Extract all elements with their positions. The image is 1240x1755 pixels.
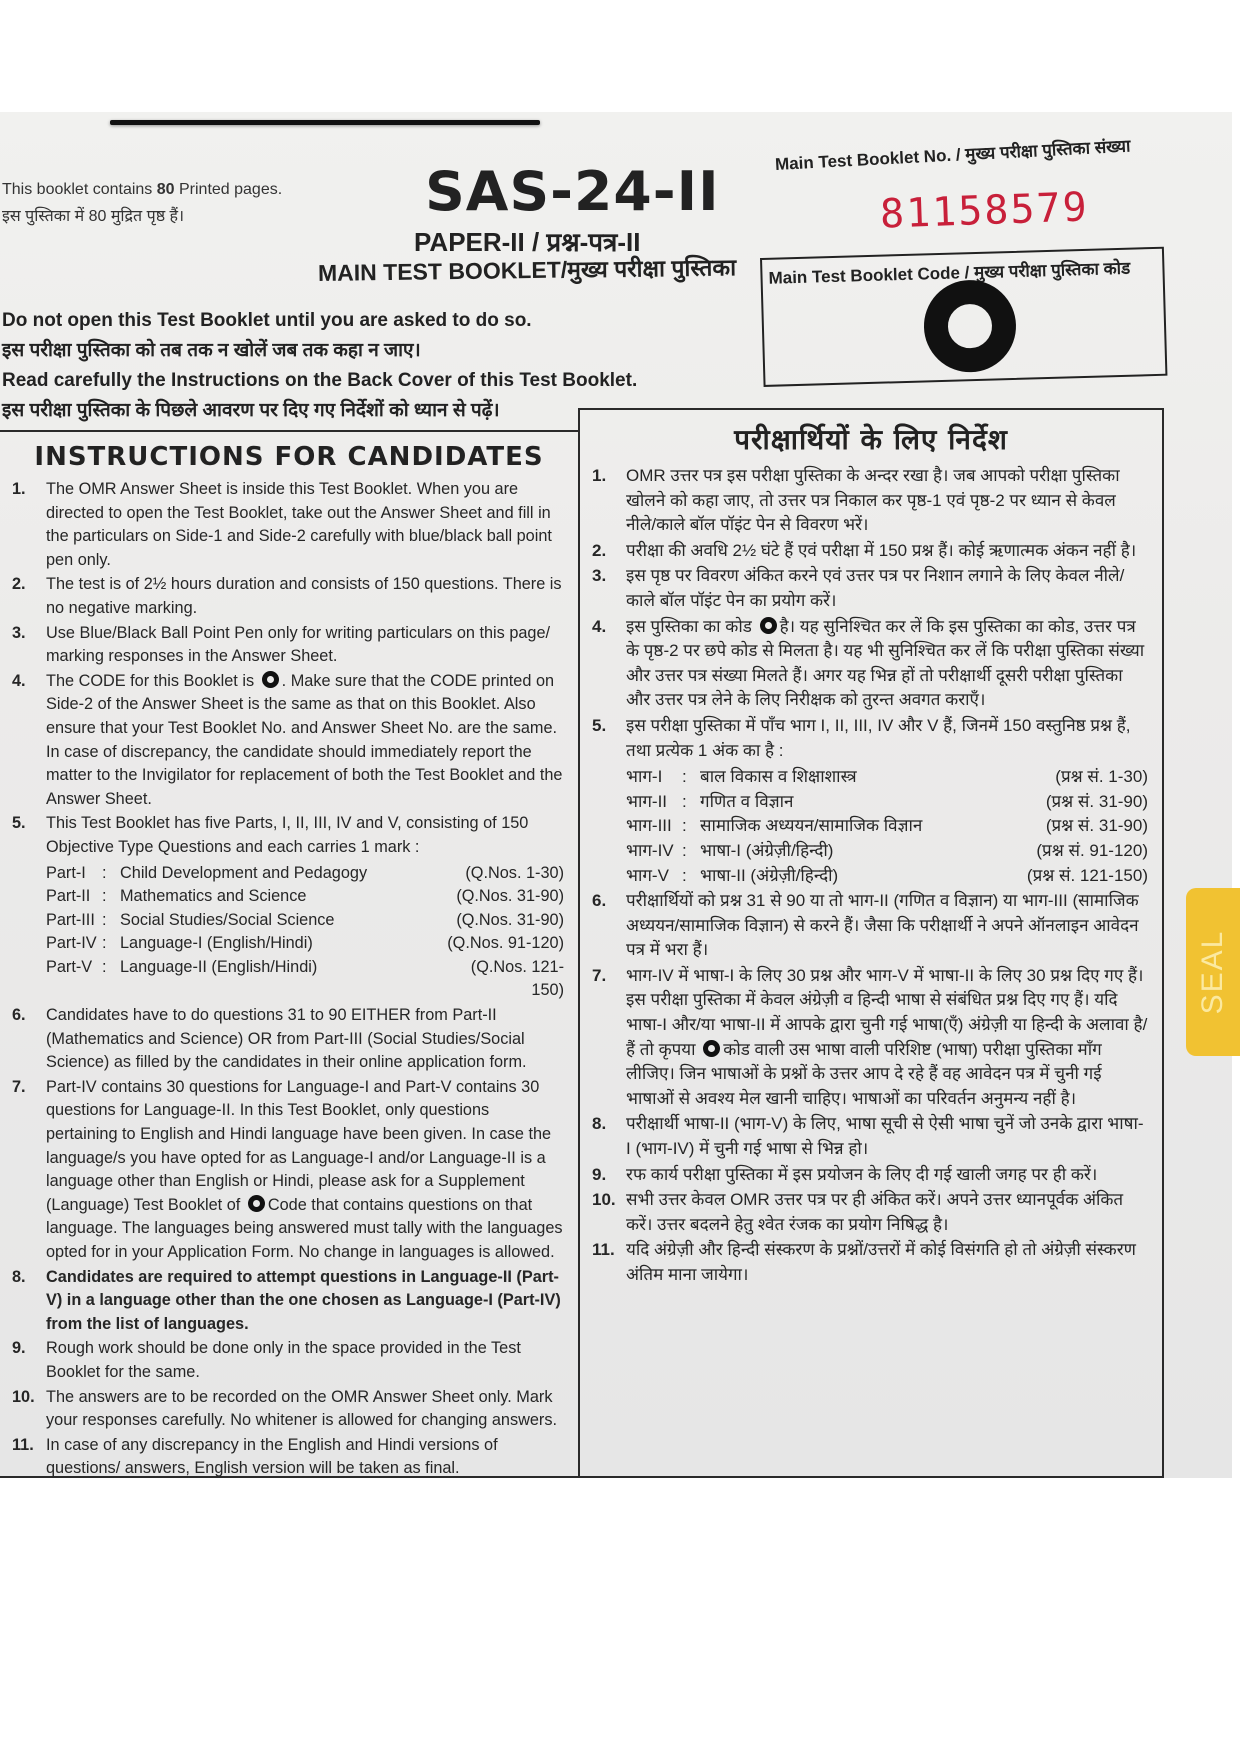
instruction-item: 9. रफ कार्य परीक्षा पुस्तिका में इस प्रयोजन के लिए दी गई खाली जगह पर ही करें। [592,1164,1098,1184]
page-count-en: This booklet contains 80 Printed pages. [2,181,283,198]
parts-table [626,765,1148,888]
part-row: भाग-III : सामाजिक अध्ययन/सामाजिक विज्ञान (प्रश्न सं. 31-90) [626,816,1148,836]
opening-notice [2,306,637,426]
hindi-instructions-heading: परीक्षार्थियों के लिए निर्देश [734,423,1008,456]
part-row: भाग-I : बाल विकास व शिक्षाशास्त्र (प्रश्न सं. 1-30) [626,767,1148,787]
instruction-item: 10. The answers are to be recorded on the OMR Answer Sheet only. Mark your responses carefully. No whitener is allowed for changing answers. [12,1387,557,1430]
notice-line: Read carefully the Instructions on the Back Cover of this Test Booklet. [2,370,638,391]
parts-table [46,862,564,1004]
exam-code-title: SAS-24-II [425,160,720,223]
instruction-item: 11. In case of any discrepancy in the English and Hindi versions of questions/ answers, English version will be taken as final. [12,1435,498,1478]
page-count-hi: इस पुस्तिका में 80 मुद्रित पृष्ठ हैं। [2,208,185,225]
instruction-item: 7. Part-IV contains 30 questions for Language-I and Part-V contains 30 questions for Language-II. In this Test Booklet, only questions pertaining to English and Hindi language have been given. In case the language/s you have opted for as Language-I and/or Language-II is a language other than English or Hindi, please ask for a Supplement (Language) Test Booklet of Code that contains questions on that language. The languages being answered must tally with the languages opted for in your Application Form. No change in languages is allowed. [12,1077,563,1261]
instruction-item: 9. Rough work should be done only in the space provided in the Test Booklet for the same. [12,1339,521,1381]
part-row: भाग-II : गणित व विज्ञान (प्रश्न सं. 31-90) [626,791,1148,811]
instruction-item: 8. Candidates are required to attempt questions in Language-II (Part-V) in a language other than the one chosen as Language-I (Part-IV) from the list of languages. [12,1267,561,1333]
instruction-item: 3. Use Blue/Black Ball Point Pen only for writing particulars on this page/ marking responses in the Answer Sheet. [12,623,551,666]
notice-line: इस परीक्षा पुस्तिका के पिछले आवरण पर दिए गए निर्देशों को ध्यान से पढ़ें। [2,400,500,421]
booklet-code-label: Main Test Booklet Code / मुख्य परीक्षा पुस्तिका कोड [768,258,1131,288]
part-row: भाग-IV : भाषा-I (अंग्रेज़ी/हिन्दी) (प्रश्न सं. 91-120) [626,840,1148,860]
part-row: भाग-V : भाषा-II (अंग्रेज़ी/हिन्दी) (प्रश्न सं. 121-150) [626,865,1148,885]
code-o-icon [760,617,777,634]
code-o-icon [262,671,279,688]
hindi-instructions-column [578,408,1164,1478]
part-row: Part-I : Child Development and Pedagogy (Q.Nos. 1-30) [46,863,564,882]
notice-line: Do not open this Test Booklet until you are asked to do so. [2,310,532,331]
part-row: Part-III : Social Studies/Social Science (Q.Nos. 31-90) [46,910,564,929]
code-o-icon [248,1195,265,1212]
seal-label: SEAL [1196,929,1229,1015]
booklet-number-label: Main Test Booklet No. / मुख्य परीक्षा पुस्तिका संख्या [774,136,1131,174]
instruction-item: 1. OMR उत्तर पत्र इस परीक्षा पुस्तिका के अन्दर रखा है। जब आपको परीक्षा पुस्तिका खोलने को कहा जाए, तो उत्तर पत्र निकाल कर पृष्ठ-1 एवं पृष्ठ-2 पर ध्यान से केवल नीले/काले बॉल पॉइंट पेन से विवरण भरें। [592,466,1120,535]
instruction-item: 5. इस परीक्षा पुस्तिका में पाँच भाग I, II, III, IV और V हैं, जिनमें 150 वस्तुनिष्ठ प्रश्न हैं, तथा प्रत्येक 1 अंक का है : भाग-I : बाल विकास व शिक्षाशास्त्र (प्रश्न सं. 1-30) भाग-II : गणित व विज्ञान (प्रश्न सं. 31-90) भाग-III : सामाजिक अध्ययन/सामाजिक विज्ञान (प्रश्न सं. 31-90) भाग-IV : भाषा-I (अंग्रेज़ी/हिन्दी) (प्रश्न सं. 91-120) भाग-V : भाषा-II (अंग्रेज़ी/हिन्दी) (प्रश्न सं. 121-150) [590,714,1148,888]
instruction-item: 1. The OMR Answer Sheet is inside this Test Booklet. When you are directed to open the Test Booklet, take out the Answer Sheet and fill in the particulars on Side-1 and Side-2 carefully with blue/black ball point pen only. [12,480,552,569]
notice-line: इस परीक्षा पुस्तिका को तब तक न खोलें जब तक कहा न जाए। [2,340,421,361]
code-o-icon [703,1040,720,1057]
instruction-item: 5. This Test Booklet has five Parts, I, II, III, IV and V, consisting of 150 Objective Type Questions and each carries 1 mark : Part-I : Child Development and Pedagogy (Q.Nos. 1-30) Part-II : Mathematics and Science (Q.Nos. 31-90) Part-III : Social Studies/Social Science (Q.Nos. 31-90) Part-IV : Language-I (English/Hindi) (Q.Nos. 91-120) Part-V : Language-II (English/Hindi) (Q.Nos. 121-150) [10,812,564,1003]
booklet-number-value: 81158579 [879,184,1090,238]
english-instructions-heading: INSTRUCTIONS FOR CANDIDATES [34,442,544,472]
paper-title: PAPER-II / प्रश्न-पत्र-II [414,227,641,257]
part-row: Part-IV : Language-I (English/Hindi) (Q.Nos. 91-120) [46,934,564,953]
english-instructions-column [0,430,580,1478]
top-rule-divider [110,120,540,125]
seal-tab[interactable] [1186,888,1240,1056]
instruction-item: 8. परीक्षार्थी भाषा-II (भाग-V) के लिए, भाषा सूची से ऐसी भाषा चुनें जो उनके द्वारा भाषा-I (भाग-IV) में चुनी गई भाषा से भिन्न हो। [592,1114,1144,1159]
page-bottom-edge [0,1478,1240,1492]
instruction-item: 4. The CODE for this Booklet is . Make sure that the CODE printed on Side-2 of the Answer Sheet is the same as that on this Booklet. Also ensure that your Test Booklet No. and Answer Sheet No. are the same. In case of discrepancy, the candidate should immediately report the matter to the Invigilator for replacement of both the Test Booklet and the Answer Sheet. [12,671,563,808]
instruction-item: 6. Candidates have to do questions 31 to 90 EITHER from Part-II (Mathematics and Science) OR from Part-III (Social Studies/Social Science) as filled by the candidates in their online application form. [12,1006,527,1072]
instruction-item: 7. भाग-IV में भाषा-I के लिए 30 प्रश्न और भाग-V में भाषा-II के लिए 30 प्रश्न दिए गए हैं। इस परीक्षा पुस्तिका में केवल अंग्रेज़ी व हिन्दी भाषा से संबंधित प्रश्न दिए गए हैं। यदि भाषा-I और/या भाषा-II में आपके द्वारा चुनी गई भाषा(एँ) अंग्रेज़ी या हिन्दी के अलावा है/हैं तो कृपया कोड वाली उस भाषा वाली परिशिष्ट (भाषा) परीक्षा पुस्तिका माँग लीजिए। जिन भाषाओं के प्रश्नों के उत्तर आप दे रहे हैं वह आवेदन पत्र में चुनी गई भाषाओं से अवश्य मेल खानी चाहिए। भाषाओं का परिवर्तन अनुमन्य नहीं है। [592,965,1148,1108]
page-count-info [2,176,282,230]
part-row: Part-V : Language-II (English/Hindi) (Q.Nos. 121-150) [46,957,564,1000]
instruction-item: 2. परीक्षा की अवधि 2½ घंटे हैं एवं परीक्षा में 150 प्रश्न हैं। कोई ऋणात्मक अंकन नहीं है। [592,540,1137,560]
instruction-item: 10. सभी उत्तर केवल OMR उत्तर पत्र पर ही अंकित करें। अपने उत्तर ध्यानपूर्वक अंकित करें। उत्तर बदलने हेतु श्वेत रंजक का प्रयोग निषिद्ध है। [592,1190,1124,1234]
instruction-item: 3. इस पृष्ठ पर विवरण अंकित करने एवं उत्तर पत्र पर निशान लगाने के लिए केवल नीले/काले बॉल पॉइंट पेन का प्रयोग करें। [592,566,1125,610]
booklet-code-o-icon [923,279,1018,374]
booklet-code-box [760,247,1167,387]
booklet-title: MAIN TEST BOOKLET/मुख्य परीक्षा पुस्तिका [317,254,737,286]
part-row: Part-II : Mathematics and Science (Q.Nos. 31-90) [46,887,564,906]
instruction-item: 2. The test is of 2½ hours duration and consists of 150 questions. There is no negative marking. [12,575,562,617]
instruction-item: 6. परीक्षार्थियों को प्रश्न 31 से 90 या तो भाग-II (गणित व विज्ञान) या भाग-III (सामाजिक अध्ययन/सामाजिक विज्ञान) से करने हैं। जैसा कि परीक्षार्थी ने अपने ऑनलाइन आवेदन पत्र में भरा हैं। [592,891,1139,960]
instruction-item: 4. इस पुस्तिका का कोड है। यह सुनिश्चित कर लें कि इस पुस्तिका का कोड, उत्तर पत्र के पृष्ठ-2 पर छपे कोड से मिलता है। यह भी सुनिश्चित कर लें कि परीक्षा पुस्तिका संख्या और उत्तर पत्र संख्या मिलते हैं। अगर यह भिन्न हों तो परीक्षार्थी दूसरी परीक्षा पुस्तिका और उत्तर पत्र लेने के लिए निरीक्षक को तुरन्त अवगत कराएँ। [592,616,1145,710]
instruction-item: 11. यदि अंग्रेज़ी और हिन्दी संस्करण के प्रश्नों/उत्तरों में कोई विसंगति हो तो अंग्रेज़ी संस्करण अंतिम माना जायेगा। [592,1240,1136,1284]
